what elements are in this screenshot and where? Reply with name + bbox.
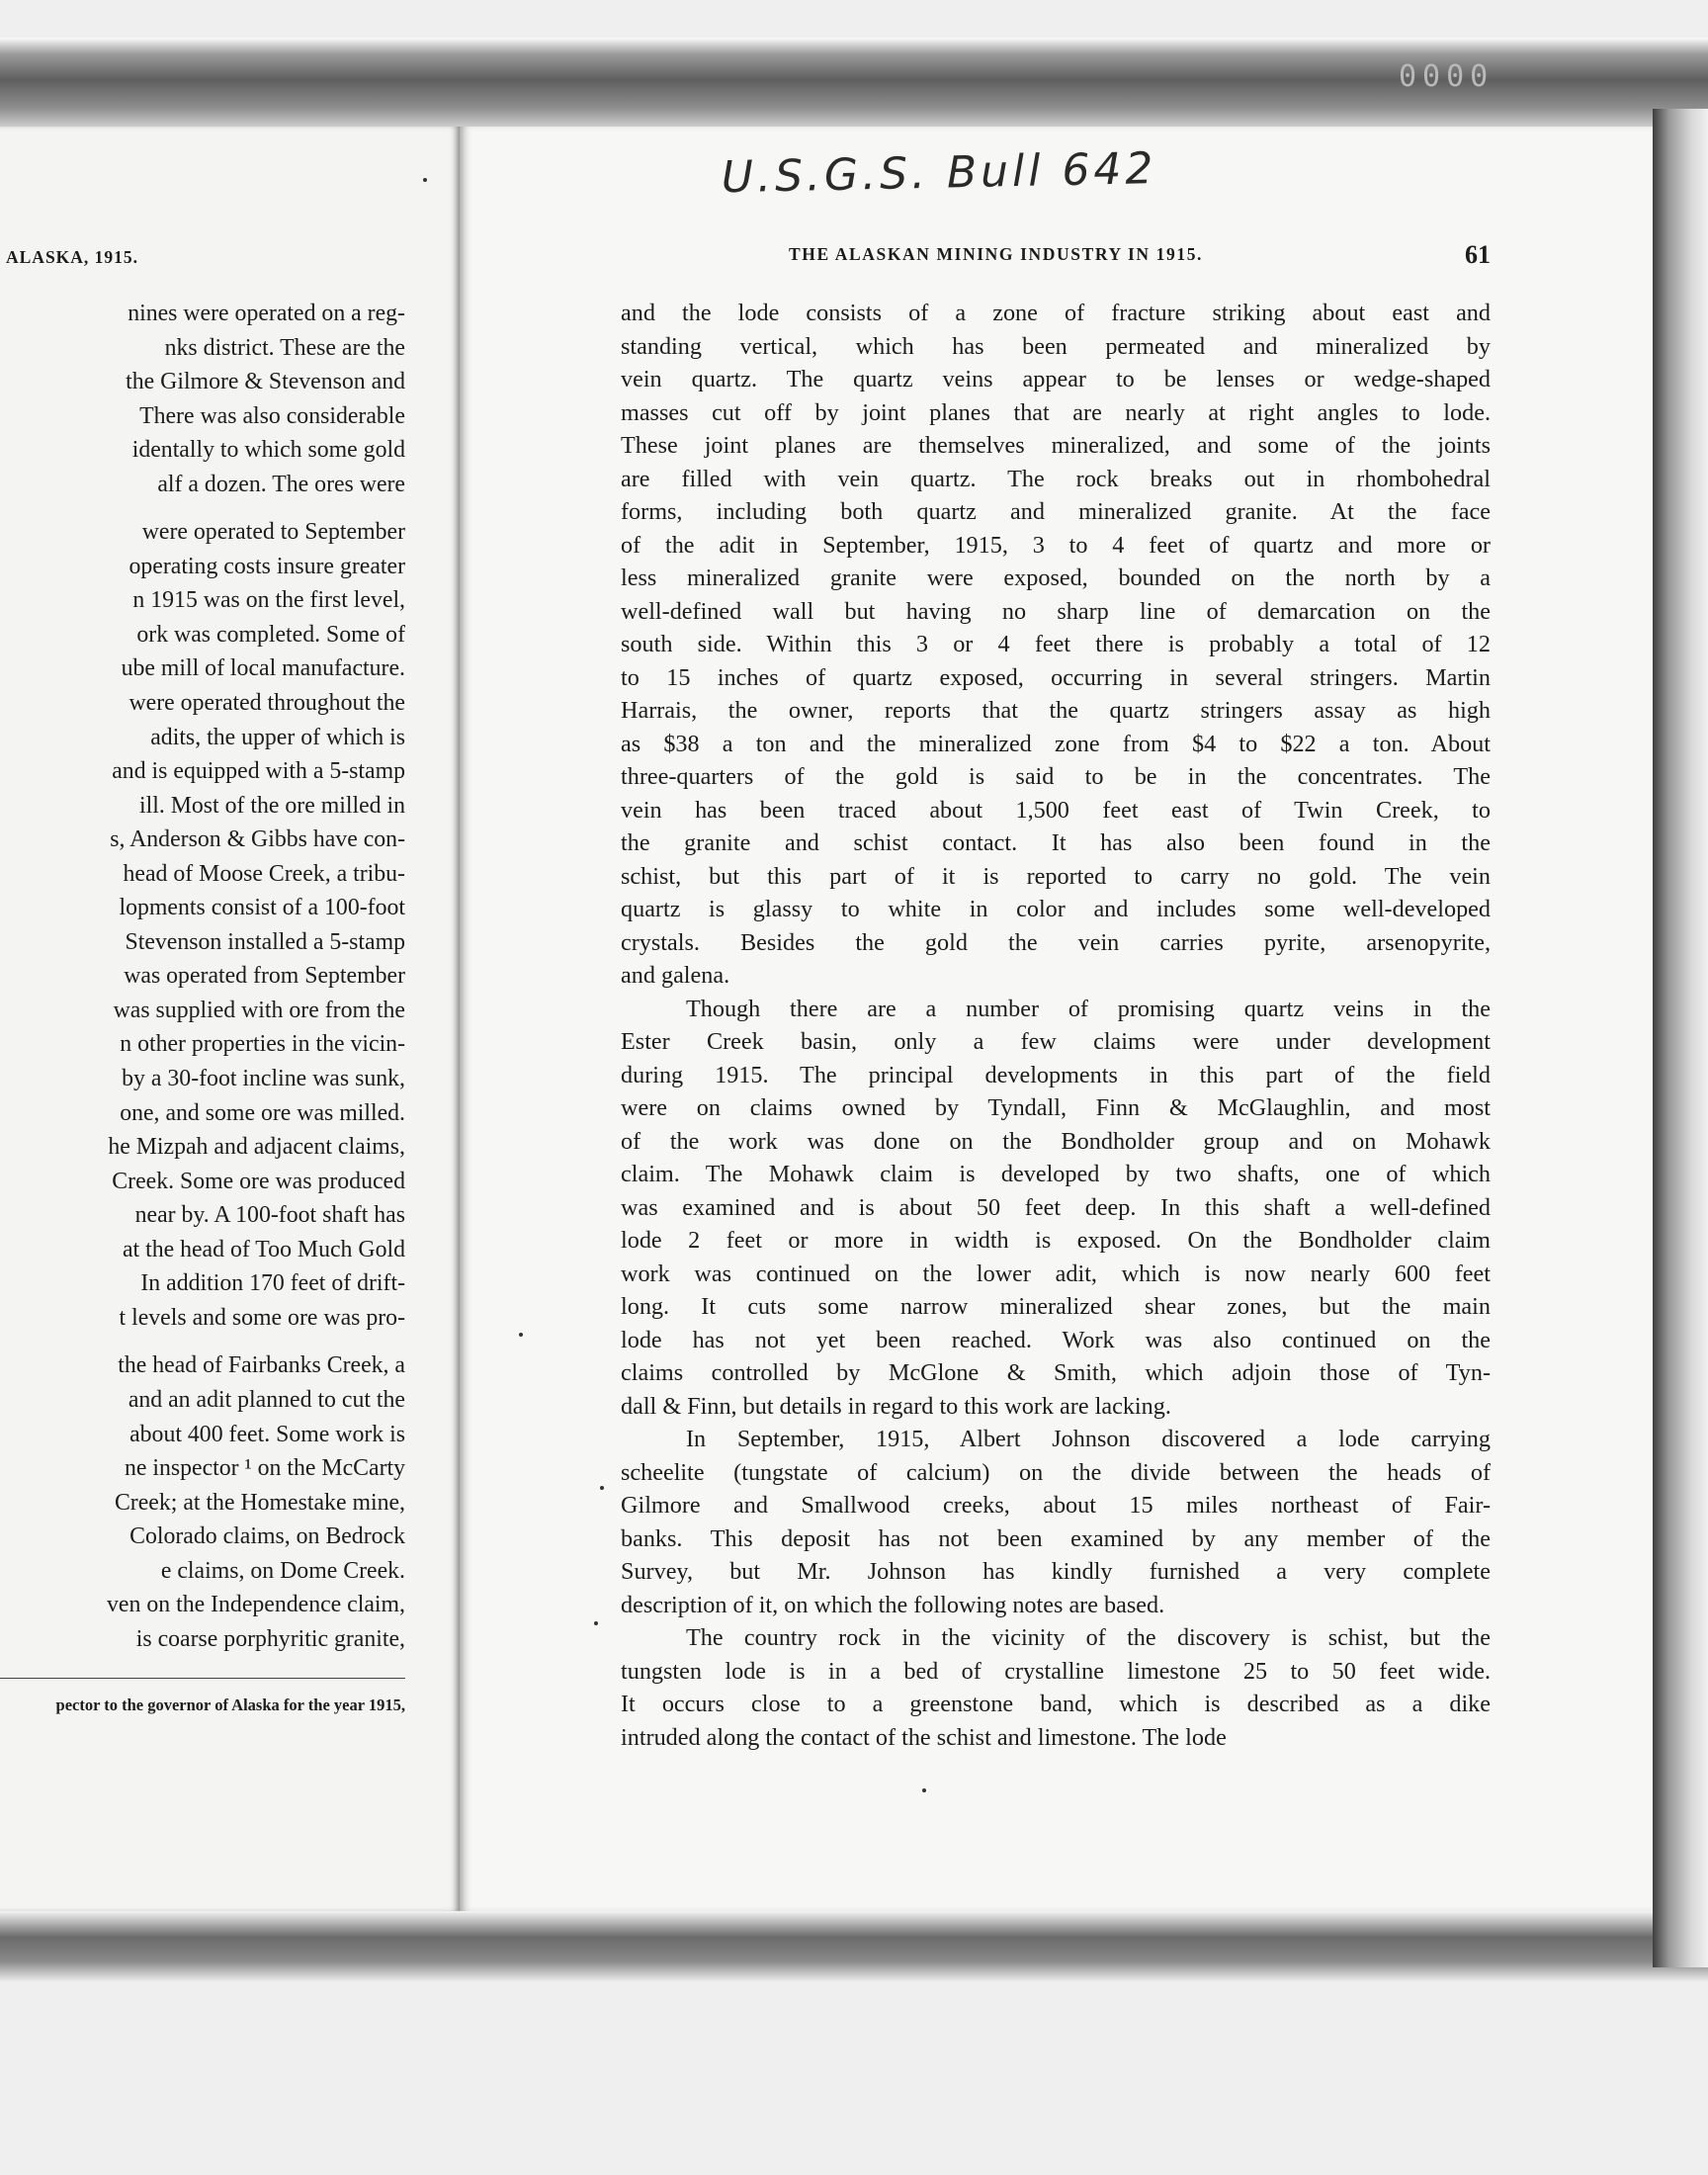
left-page-line: adits, the upper of which is: [150, 724, 405, 750]
text-line: vein has been traced about 1,500 feet east of Twin Creek, to: [621, 796, 1491, 824]
left-page-line: was operated from September: [124, 963, 405, 990]
left-page-line: Creek; at the Homestake mine,: [114, 1489, 405, 1516]
text-line: long. It cuts some narrow mineralized shear zones, but the main: [621, 1293, 1491, 1320]
left-page-gap: [0, 501, 405, 515]
left-page-line: Stevenson installed a 5-stamp: [125, 928, 405, 955]
text-line: quartz is glassy to white in color and includes some well-developed: [621, 896, 1491, 922]
text-line: south side. Within this 3 or 4 feet there is probably a total of 12: [621, 631, 1491, 657]
scan-speck: [519, 1333, 523, 1337]
left-page-line: the Gilmore & Stevenson and: [126, 369, 405, 395]
left-page-line: lopments consist of a 100-foot: [119, 895, 405, 921]
text-line: Though there are a number of promising quartz veins in the: [686, 995, 1491, 1022]
left-page-line: alf a dozen. The ores were: [157, 471, 405, 497]
left-page-line: about 400 feet. Some work is: [129, 1421, 405, 1447]
text-line: as $38 a ton and the mineralized zone from $4 to $22 a ton. About: [621, 730, 1491, 757]
body-text: [621, 297, 1491, 1754]
text-line: three-quarters of the gold is said to be in the concentrates. The: [621, 763, 1491, 790]
text-line: It occurs close to a greenstone band, which is described as a dike: [621, 1691, 1491, 1717]
text-line: during 1915. The principal developments in this part of the field: [621, 1061, 1491, 1088]
left-page-line: and an adit planned to cut the: [128, 1386, 405, 1413]
text-line: description of it, on which the following notes are based.: [621, 1591, 1165, 1618]
text-line: tungsten lode is in a bed of crystalline limestone 25 to 50 feet wide.: [621, 1657, 1491, 1685]
page-number: 61: [1465, 240, 1491, 269]
left-page-gap: [0, 1335, 405, 1348]
left-page-line: operating costs insure greater: [128, 553, 405, 579]
left-page-footnote: pector to the governor of Alaska for the year 1915,: [0, 1678, 405, 1723]
text-line: of the adit in September, 1915, 3 to 4 feet of quartz and more or: [621, 531, 1491, 559]
text-line: the granite and schist contact. It has also been found in the: [621, 829, 1491, 856]
left-page-line: by a 30-foot incline was sunk,: [122, 1066, 405, 1092]
running-head: THE ALASKAN MINING INDUSTRY IN 1915.: [789, 244, 1204, 264]
left-page-line: were operated to September: [141, 519, 405, 546]
left-page-line: ven on the Independence claim,: [107, 1592, 405, 1618]
text-line: of the work was done on the Bondholder group and on Mohawk: [621, 1127, 1491, 1155]
left-page-line: was supplied with ore from the: [113, 997, 405, 1023]
left-page-line: ill. Most of the ore milled in: [138, 792, 405, 819]
left-page-line: he Mizpah and adjacent claims,: [108, 1134, 405, 1161]
scan-speck: [423, 178, 427, 182]
text-line: masses cut off by joint planes that are nearly at right angles to lode.: [621, 398, 1491, 426]
left-page-line: ork was completed. Some of: [136, 621, 405, 648]
left-page-line: n other properties in the vicin-: [120, 1031, 405, 1058]
left-page-line: one, and some ore was milled.: [120, 1099, 405, 1126]
text-line: claim. The Mohawk claim is developed by two shafts, one of which: [621, 1161, 1491, 1187]
left-page-line: near by. A 100-foot shaft has: [134, 1202, 405, 1229]
paragraph: [621, 1423, 1491, 1621]
left-page-line: n 1915 was on the first level,: [132, 587, 405, 614]
left-page-line: Colorado claims, on Bedrock: [129, 1523, 405, 1550]
text-line: forms, including both quartz and mineralized granite. At the face: [621, 498, 1491, 525]
text-line: and the lode consists of a zone of fracture striking about east and: [621, 300, 1491, 326]
text-line: Harrais, the owner, reports that the quartz stringers assay as high: [621, 697, 1491, 724]
text-line: lode 2 feet or more in width is exposed. On the Bondholder claim: [621, 1227, 1491, 1254]
left-page-line: and is equipped with a 5-stamp: [112, 758, 405, 785]
text-line: schist, but this part of it is reported to carry no gold. The vein: [621, 862, 1491, 890]
text-line: work was continued on the lower adit, which is now nearly 600 feet: [621, 1260, 1491, 1287]
text-line: are filled with vein quartz. The rock breaks out in rhombohedral: [621, 465, 1491, 492]
text-line: banks. This deposit has not been examined by any member of the: [621, 1524, 1491, 1552]
text-line: lode has not yet been reached. Work was also continued on the: [621, 1326, 1491, 1353]
text-line: vein quartz. The quartz veins appear to be lenses or wedge-shaped: [621, 366, 1491, 392]
text-line: The country rock in the vicinity of the discovery is schist, but the: [686, 1624, 1491, 1651]
left-page-line: t levels and some ore was pro-: [119, 1304, 405, 1331]
left-page-line: at the head of Too Much Gold: [122, 1236, 405, 1262]
scan-speck: [600, 1486, 604, 1490]
text-line: was examined and is about 50 feet deep. In this shaft a well-defined: [621, 1193, 1491, 1221]
left-page-line: ube mill of local manufacture.: [121, 655, 405, 682]
text-line: Survey, but Mr. Johnson has kindly furnished a very complete: [621, 1558, 1491, 1585]
text-line: well-defined wall but having no sharp line of demarcation on the: [621, 597, 1491, 625]
left-page-line: is coarse porphyritic granite,: [135, 1625, 405, 1652]
left-page-line: the head of Fairbanks Creek, a: [118, 1352, 405, 1379]
text-line: intruded along the contact of the schist and limestone. The lode: [621, 1723, 1227, 1751]
text-line: claims controlled by McGlone & Smith, which adjoin those of Tyn-: [621, 1359, 1491, 1386]
page-header: [621, 240, 1491, 276]
text-line: Ester Creek basin, only a few claims were under development: [621, 1028, 1491, 1055]
left-page-line: In addition 170 feet of drift-: [140, 1270, 405, 1297]
scan-speck: [594, 1621, 598, 1625]
text-line: Gilmore and Smallwood creeks, about 15 miles northeast of Fair-: [621, 1492, 1491, 1519]
left-page-line: identally to which some gold: [131, 437, 405, 464]
left-page-content: [0, 127, 405, 1807]
paragraph: [621, 297, 1491, 993]
scan-speck: [922, 1788, 926, 1792]
text-line: scheelite (tungstate of calcium) on the divide between the heads of: [621, 1458, 1491, 1486]
text-line: These joint planes are themselves mineralized, and some of the joints: [621, 432, 1491, 459]
left-page-line: nks district. These are the: [164, 334, 405, 361]
left-page-line: were operated throughout the: [128, 690, 405, 717]
handwritten-note: U.S.G.S. Bull 642: [721, 143, 1157, 204]
scan-shadow-right: [1653, 109, 1708, 1967]
left-page-line: nines were operated on a reg-: [128, 301, 405, 326]
text-line: dall & Finn, but details in regard to this work are lacking.: [621, 1392, 1171, 1420]
text-line: were on claims owned by Tyndall, Finn & McGlaughlin, and most: [621, 1094, 1491, 1121]
left-page-text: [0, 297, 405, 1723]
text-line: and galena.: [621, 962, 730, 989]
paragraph: [621, 993, 1491, 1424]
text-line: crystals. Besides the gold the vein carries pyrite, arsenopyrite,: [621, 928, 1491, 956]
left-page-line: There was also considerable: [139, 402, 405, 429]
stamp-number: 0000: [1399, 59, 1494, 94]
left-page-line: head of Moose Creek, a tribu-: [123, 860, 405, 887]
left-page-line: ne inspector ¹ on the McCarty: [124, 1455, 405, 1482]
left-page-line: Creek. Some ore was produced: [112, 1168, 405, 1194]
text-line: In September, 1915, Albert Johnson discovered a lode carrying: [686, 1426, 1491, 1452]
paragraph: [621, 1621, 1491, 1754]
scan-shadow-bottom: [0, 1913, 1708, 1982]
text-line: to 15 inches of quartz exposed, occurring in several stringers. Martin: [621, 663, 1491, 691]
left-page-line: e claims, on Dome Creek.: [160, 1557, 405, 1584]
left-page-header: ALASKA, 1915.: [6, 247, 139, 267]
text-line: less mineralized granite were exposed, bounded on the north by a: [621, 565, 1491, 591]
text-line: standing vertical, which has been permeated and mineralized by: [621, 332, 1491, 360]
left-page-line: s, Anderson & Gibbs have con-: [110, 826, 405, 853]
